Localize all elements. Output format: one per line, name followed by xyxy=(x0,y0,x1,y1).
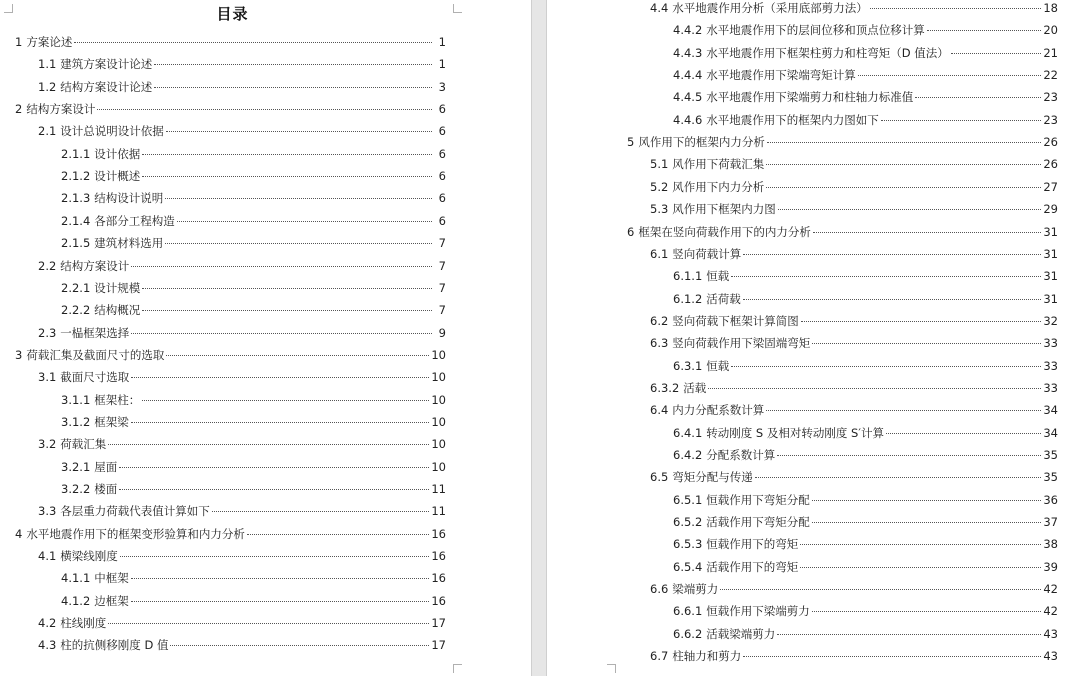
toc-dot-leader xyxy=(154,64,432,65)
toc-entry-page-number: 35 xyxy=(1043,470,1058,485)
margin-corner-mark xyxy=(453,664,462,673)
toc-entry[interactable] xyxy=(38,370,446,384)
toc-entry[interactable] xyxy=(673,426,1058,440)
toc-entry-number: 4.4.3 xyxy=(673,45,703,60)
toc-entry-page-number: 10 xyxy=(431,437,446,452)
toc-entry-number: 3.2.1 xyxy=(61,459,91,474)
toc-dot-leader xyxy=(743,299,1042,300)
toc-dot-leader xyxy=(743,254,1041,255)
toc-dot-leader xyxy=(800,567,1041,568)
toc-entry-label: 活荷载 xyxy=(706,291,741,306)
toc-dot-leader xyxy=(720,589,1041,590)
toc-entry-number: 6.5.2 xyxy=(673,515,703,530)
toc-dot-leader xyxy=(731,366,1041,367)
toc-entry-page-number: 10 xyxy=(431,370,446,385)
toc-entry-number: 6.5 xyxy=(650,470,669,485)
toc-dot-leader xyxy=(166,355,429,356)
toc-entry[interactable] xyxy=(38,326,446,340)
toc-entry-number: 3.2.2 xyxy=(61,482,91,496)
toc-entry-number: 4.4.6 xyxy=(673,112,703,127)
toc-entry-page-number: 31 xyxy=(1043,291,1058,306)
toc-dot-leader xyxy=(165,198,432,199)
toc-dot-leader xyxy=(119,489,429,490)
toc-dot-leader xyxy=(755,477,1042,478)
toc-dot-leader xyxy=(777,634,1041,635)
toc-entry-label: 柱的抗侧移刚度 D 值 xyxy=(60,638,169,653)
toc-entry-label: 恒载作用下的弯矩 xyxy=(706,537,799,552)
toc-dot-leader xyxy=(813,232,1042,233)
toc-entry-page-number: 6 xyxy=(438,191,446,206)
toc-entry-number: 2.1.5 xyxy=(61,236,91,251)
toc-entry-label: 水平地震作用下梁端剪力和柱轴力标准值 xyxy=(706,90,914,105)
toc-dot-leader xyxy=(131,333,432,334)
toc-entry[interactable] xyxy=(61,460,446,474)
toc-entry[interactable] xyxy=(650,202,1058,216)
toc-entry-page-number: 16 xyxy=(431,593,446,608)
toc-entry-page-number: 16 xyxy=(431,549,446,564)
toc-entry[interactable] xyxy=(61,415,446,429)
toc-entry-number: 4.4.5 xyxy=(673,90,703,105)
toc-entry[interactable] xyxy=(38,124,446,138)
toc-entry-number: 4.2 xyxy=(38,616,57,631)
toc-entry[interactable] xyxy=(673,604,1058,618)
toc-dot-leader xyxy=(777,455,1041,456)
toc-entry-page-number: 3 xyxy=(438,79,446,94)
toc-dot-leader xyxy=(800,544,1041,545)
toc-entry-label: 荷载汇集及截面尺寸的选取 xyxy=(26,347,165,362)
toc-entry-number: 1.1 xyxy=(38,57,57,72)
toc-entry-page-number: 37 xyxy=(1043,515,1058,530)
toc-entry-label: 柱轴力和剪力 xyxy=(672,649,742,664)
toc-dot-leader xyxy=(708,388,1041,389)
toc-entry-page-number: 18 xyxy=(1043,1,1058,15)
toc-entry-page-number: 10 xyxy=(431,392,446,407)
toc-entry-page-number: 26 xyxy=(1043,157,1058,172)
toc-entry-label: 竖向荷载作用下梁固端弯矩 xyxy=(672,336,811,351)
toc-entry-page-number: 23 xyxy=(1043,90,1058,105)
toc-entry-page-number: 21 xyxy=(1043,45,1058,60)
toc-entry-number: 4.1.1 xyxy=(61,571,91,586)
toc-dot-leader xyxy=(170,645,429,646)
toc-dot-leader xyxy=(131,601,430,602)
toc-entry-label: 各部分工程构造 xyxy=(94,213,175,228)
toc-entry[interactable] xyxy=(627,225,1058,239)
toc-entry-label: 设计总说明设计依据 xyxy=(60,124,164,139)
toc-entry-number: 2.1.2 xyxy=(61,169,91,184)
toc-entry-page-number: 11 xyxy=(431,482,446,496)
toc-entry-number: 6.5.1 xyxy=(673,492,703,507)
toc-dot-leader xyxy=(766,164,1041,165)
toc-entry-label: 设计依据 xyxy=(94,146,141,161)
toc-entry-number: 1.2 xyxy=(38,79,57,94)
toc-entry-page-number: 10 xyxy=(431,347,446,362)
toc-entry-number: 3.2 xyxy=(38,437,57,452)
toc-entry-number: 3.3 xyxy=(38,504,57,519)
toc-entry[interactable] xyxy=(627,135,1058,149)
toc-entry-page-number: 7 xyxy=(438,303,446,318)
toc-entry[interactable] xyxy=(650,157,1058,171)
toc-title: 目录 xyxy=(216,5,249,23)
toc-entry-page-number: 43 xyxy=(1043,626,1058,641)
toc-entry[interactable] xyxy=(15,348,446,362)
toc-entry-number: 3.1.1 xyxy=(61,392,91,407)
toc-entry[interactable] xyxy=(673,90,1058,104)
toc-dot-leader xyxy=(951,53,1042,54)
toc-entry[interactable] xyxy=(61,482,446,496)
toc-entry-label: 建筑材料选用 xyxy=(94,236,164,251)
toc-entry[interactable] xyxy=(38,437,446,451)
toc-entry-page-number: 43 xyxy=(1043,649,1058,664)
document-page-right xyxy=(547,0,1081,676)
toc-entry-page-number: 6 xyxy=(438,169,446,184)
toc-entry-page-number: 11 xyxy=(431,504,446,519)
toc-entry[interactable] xyxy=(650,314,1058,328)
toc-entry-number: 2.3 xyxy=(38,325,57,340)
toc-entry[interactable] xyxy=(61,236,446,250)
toc-entry-label: 活载 xyxy=(683,380,707,395)
toc-entry-label: 内力分配系数计算 xyxy=(672,403,765,418)
toc-entry-label: 设计规模 xyxy=(94,280,141,295)
toc-dot-leader xyxy=(166,131,432,132)
toc-entry-page-number: 6 xyxy=(438,102,446,117)
toc-entry-page-number: 39 xyxy=(1043,559,1058,574)
toc-entry[interactable] xyxy=(38,616,446,630)
toc-dot-leader xyxy=(886,433,1041,434)
toc-entry[interactable] xyxy=(38,57,446,71)
toc-entry-number: 2.2.2 xyxy=(61,303,91,318)
toc-entry-label: 风作用下框架内力图 xyxy=(672,202,776,217)
toc-entry-label: 各层重力荷载代表值计算如下 xyxy=(60,504,210,519)
toc-entry-label: 恒载作用下梁端剪力 xyxy=(706,604,810,619)
toc-entry-label: 建筑方案设计论述 xyxy=(60,57,153,72)
document-page-left xyxy=(0,0,531,676)
toc-entry[interactable] xyxy=(38,504,446,518)
toc-entry-number: 6.5.4 xyxy=(673,559,703,574)
toc-entry-label: 设计概述 xyxy=(94,169,141,184)
toc-entry-page-number: 7 xyxy=(438,280,446,295)
toc-dot-leader xyxy=(131,422,430,423)
toc-entry-label: 边框架 xyxy=(94,593,129,608)
toc-entry[interactable] xyxy=(61,281,446,295)
toc-dot-leader xyxy=(108,623,429,624)
toc-entry-label: 活载作用下弯矩分配 xyxy=(706,515,810,530)
toc-dot-leader xyxy=(131,578,430,579)
toc-entry-page-number: 20 xyxy=(1043,23,1058,38)
toc-entry-number: 2.1 xyxy=(38,124,57,139)
toc-entry[interactable] xyxy=(673,359,1058,373)
toc-entry-page-number: 35 xyxy=(1043,448,1058,462)
toc-entry[interactable] xyxy=(38,80,446,94)
toc-entry[interactable] xyxy=(61,169,446,183)
toc-entry-label: 结构设计说明 xyxy=(94,191,164,206)
toc-entry-number: 6.6.1 xyxy=(673,604,703,619)
toc-entry-number: 5.3 xyxy=(650,202,669,217)
toc-entry-page-number: 32 xyxy=(1043,313,1058,328)
toc-entry-number: 2.1.4 xyxy=(61,213,91,228)
toc-dot-leader xyxy=(767,142,1042,143)
toc-entry-number: 2.1.3 xyxy=(61,191,91,206)
toc-entry-page-number: 42 xyxy=(1043,604,1058,619)
toc-entry[interactable] xyxy=(61,571,446,585)
toc-entry-number: 5.2 xyxy=(650,179,669,194)
toc-entry-page-number: 23 xyxy=(1043,112,1058,127)
toc-entry[interactable] xyxy=(15,527,446,541)
toc-entry-label: 水平地震作用下的框架内力图如下 xyxy=(706,112,879,127)
toc-entry-number: 6.6.2 xyxy=(673,626,703,641)
toc-dot-leader xyxy=(812,500,1042,501)
toc-entry-page-number: 34 xyxy=(1043,425,1058,440)
toc-entry-page-number: 17 xyxy=(431,638,446,653)
toc-dot-leader xyxy=(119,467,429,468)
toc-dot-leader xyxy=(142,154,432,155)
toc-dot-leader xyxy=(812,611,1042,612)
toc-entry-label: 梁端剪力 xyxy=(672,582,719,597)
toc-entry[interactable] xyxy=(38,638,446,652)
toc-entry-label: 柱线刚度 xyxy=(60,616,107,631)
toc-entry-number: 6.4.1 xyxy=(673,425,703,440)
toc-entry-page-number: 31 xyxy=(1043,246,1058,261)
toc-entry[interactable] xyxy=(15,35,446,49)
toc-dot-leader xyxy=(142,288,432,289)
toc-entry-page-number: 34 xyxy=(1043,403,1058,418)
toc-entry-label: 结构方案设计 xyxy=(26,102,96,117)
toc-dot-leader xyxy=(142,310,432,311)
toc-entry-label: 活载作用下的弯矩 xyxy=(706,559,799,574)
toc-dot-leader xyxy=(142,176,432,177)
toc-dot-leader xyxy=(74,42,432,43)
toc-dot-leader xyxy=(915,97,1041,98)
toc-entry-number: 6.3.1 xyxy=(673,358,703,373)
toc-entry[interactable] xyxy=(650,582,1058,596)
toc-entry[interactable] xyxy=(673,448,1058,462)
page-gap xyxy=(531,0,547,676)
toc-entry-page-number: 22 xyxy=(1043,68,1058,83)
toc-entry-label: 恒载 xyxy=(706,269,730,284)
toc-entry[interactable] xyxy=(650,180,1058,194)
toc-entry-number: 4.1.2 xyxy=(61,593,91,608)
toc-entry-number: 6.1.2 xyxy=(673,291,703,306)
toc-entry-page-number: 36 xyxy=(1043,492,1058,507)
toc-entry[interactable] xyxy=(673,68,1058,82)
toc-entry[interactable] xyxy=(650,649,1058,663)
toc-entry-number: 3 xyxy=(15,347,23,362)
toc-entry-page-number: 17 xyxy=(431,616,446,631)
toc-entry-label: 截面尺寸选取 xyxy=(60,370,130,385)
toc-entry-number: 6.7 xyxy=(650,649,669,664)
toc-entry[interactable] xyxy=(38,259,446,273)
toc-entry-page-number: 7 xyxy=(438,258,446,273)
toc-dot-leader xyxy=(165,243,432,244)
toc-entry[interactable] xyxy=(673,113,1058,127)
toc-entry-page-number: 6 xyxy=(438,213,446,228)
toc-entry-page-number: 33 xyxy=(1043,358,1058,373)
toc-entry[interactable] xyxy=(61,594,446,608)
toc-dot-leader xyxy=(870,8,1042,9)
toc-entry-label: 结构方案设计论述 xyxy=(60,79,153,94)
toc-entry[interactable] xyxy=(650,470,1058,484)
toc-entry-number: 1 xyxy=(15,35,23,49)
toc-entry-number: 4.4.2 xyxy=(673,23,703,38)
toc-entry-label: 转动刚度 S 及相对转动刚度 S′计算 xyxy=(706,425,884,440)
toc-dot-leader xyxy=(801,321,1042,322)
toc-entry-page-number: 31 xyxy=(1043,269,1058,284)
toc-entry[interactable] xyxy=(673,46,1058,60)
toc-entry[interactable] xyxy=(61,214,446,228)
toc-entry-label: 框架梁 xyxy=(94,414,129,429)
toc-dot-leader xyxy=(120,556,430,557)
toc-entry-label: 方案论述 xyxy=(26,35,73,49)
toc-entry-number: 6.4 xyxy=(650,403,669,418)
toc-dot-leader xyxy=(766,187,1041,188)
toc-dot-leader xyxy=(177,221,432,222)
toc-entry-page-number: 10 xyxy=(431,459,446,474)
toc-entry-page-number: 9 xyxy=(438,325,446,340)
toc-dot-leader xyxy=(212,511,430,512)
toc-entry[interactable] xyxy=(673,493,1058,507)
toc-entry-page-number: 26 xyxy=(1043,135,1058,150)
toc-entry-page-number: 10 xyxy=(431,414,446,429)
toc-entry-label: 弯矩分配与传递 xyxy=(672,470,753,485)
toc-entry-label: 横梁线刚度 xyxy=(60,549,118,564)
toc-entry-number: 6.4.2 xyxy=(673,448,703,462)
toc-dot-leader xyxy=(858,75,1042,76)
toc-entry[interactable] xyxy=(673,269,1058,283)
toc-dot-leader xyxy=(778,209,1042,210)
toc-entry[interactable] xyxy=(650,336,1058,350)
toc-dot-leader xyxy=(731,276,1041,277)
toc-entry-number: 6 xyxy=(627,224,635,239)
toc-entry-number: 2.1.1 xyxy=(61,146,91,161)
toc-entry[interactable] xyxy=(15,102,446,116)
toc-entry-label: 风作用下的框架内力分析 xyxy=(638,135,765,150)
toc-dot-leader xyxy=(142,400,429,401)
toc-dot-leader xyxy=(108,444,429,445)
toc-entry-number: 4 xyxy=(15,526,23,541)
toc-entry-number: 6.1.1 xyxy=(673,269,703,284)
toc-dot-leader xyxy=(131,266,432,267)
toc-dot-leader xyxy=(131,377,429,378)
toc-entry-label: 结构方案设计 xyxy=(60,258,130,273)
toc-dot-leader xyxy=(97,109,432,110)
toc-entry-number: 3.1.2 xyxy=(61,414,91,429)
toc-entry[interactable] xyxy=(650,247,1058,261)
toc-entry-label: 风作用下荷载汇集 xyxy=(672,157,765,172)
toc-entry-number: 4.4.4 xyxy=(673,68,703,83)
toc-entry-label: 分配系数计算 xyxy=(706,448,776,462)
toc-entry[interactable] xyxy=(61,393,446,407)
toc-entry[interactable] xyxy=(673,537,1058,551)
toc-entry[interactable] xyxy=(650,403,1058,417)
toc-entry-label: 水平地震作用下梁端弯矩计算 xyxy=(706,68,856,83)
toc-entry-label: 荷载汇集 xyxy=(60,437,107,452)
toc-dot-leader xyxy=(881,120,1042,121)
toc-entry-label: 结构概况 xyxy=(94,303,141,318)
toc-entry-number: 4.3 xyxy=(38,638,57,653)
toc-entry-page-number: 33 xyxy=(1043,336,1058,351)
toc-dot-leader xyxy=(743,656,1041,657)
toc-entry-number: 4.4 xyxy=(650,1,669,15)
toc-entry-label: 水平地震作用下的层间位移和顶点位移计算 xyxy=(706,23,925,38)
toc-entry-page-number: 42 xyxy=(1043,582,1058,597)
toc-entry-label: 一榀框架选择 xyxy=(60,325,130,340)
toc-dot-leader xyxy=(154,87,432,88)
toc-entry-number: 6.1 xyxy=(650,246,669,261)
toc-entry[interactable] xyxy=(673,292,1058,306)
toc-entry-page-number: 1 xyxy=(438,35,446,49)
toc-entry-number: 4.1 xyxy=(38,549,57,564)
toc-entry[interactable] xyxy=(61,147,446,161)
toc-entry-number: 2.2.1 xyxy=(61,280,91,295)
toc-entry-label: 活载梁端剪力 xyxy=(706,626,776,641)
toc-entry-number: 3.1 xyxy=(38,370,57,385)
toc-entry[interactable] xyxy=(673,23,1058,37)
toc-entry-number: 6.2 xyxy=(650,313,669,328)
toc-entry-number: 6.3 xyxy=(650,336,669,351)
toc-dot-leader xyxy=(812,343,1041,344)
toc-entry-label: 恒载作用下弯矩分配 xyxy=(706,492,810,507)
toc-entry-label: 屋面 xyxy=(94,459,118,474)
toc-entry-label: 恒载 xyxy=(706,358,730,373)
toc-entry-page-number: 27 xyxy=(1043,179,1058,194)
toc-entry[interactable] xyxy=(673,515,1058,529)
toc-entry-page-number: 16 xyxy=(431,571,446,586)
toc-entry-label: 中框架 xyxy=(94,571,129,586)
toc-entry-page-number: 33 xyxy=(1043,380,1058,395)
toc-entry[interactable] xyxy=(673,627,1058,641)
toc-dot-leader xyxy=(766,410,1041,411)
toc-entry-label: 框架在竖向荷载作用下的内力分析 xyxy=(638,224,811,239)
toc-entry-number: 6.6 xyxy=(650,582,669,597)
toc-entry[interactable] xyxy=(61,303,446,317)
toc-entry-label: 框架柱： xyxy=(94,392,141,407)
toc-entry-number: 2 xyxy=(15,102,23,117)
toc-entry-label: 水平地震作用下框架柱剪力和柱弯矩（D 值法） xyxy=(706,45,949,60)
toc-entry[interactable] xyxy=(61,191,446,205)
toc-entry-page-number: 29 xyxy=(1043,202,1058,217)
toc-dot-leader xyxy=(247,534,430,535)
toc-dot-leader xyxy=(927,30,1042,31)
toc-entry-label: 水平地震作用下的框架变形验算和内力分析 xyxy=(26,526,245,541)
toc-entry-label: 竖向荷载计算 xyxy=(672,246,742,261)
toc-entry-number: 6.5.3 xyxy=(673,537,703,552)
toc-entry-page-number: 6 xyxy=(438,146,446,161)
toc-entry-page-number: 38 xyxy=(1043,537,1058,552)
toc-entry-label: 楼面 xyxy=(94,482,118,496)
toc-entry[interactable] xyxy=(650,1,1058,15)
toc-entry[interactable] xyxy=(673,560,1058,574)
toc-entry[interactable] xyxy=(38,549,446,563)
margin-corner-mark xyxy=(607,664,616,673)
toc-entry[interactable] xyxy=(650,381,1058,395)
toc-dot-leader xyxy=(812,522,1042,523)
toc-entry-label: 风作用下内力分析 xyxy=(672,179,765,194)
toc-entry-page-number: 16 xyxy=(431,526,446,541)
toc-entry-number: 5.1 xyxy=(650,157,669,172)
toc-entry-number: 6.3.2 xyxy=(650,380,680,395)
toc-entry-page-number: 6 xyxy=(438,124,446,139)
toc-entry-label: 水平地震作用分析（采用底部剪力法） xyxy=(672,1,868,15)
toc-entry-page-number: 1 xyxy=(438,57,446,72)
toc-entry-label: 竖向荷载下框架计算简图 xyxy=(672,313,799,328)
toc-entry-page-number: 31 xyxy=(1043,224,1058,239)
toc-entry-number: 5 xyxy=(627,135,635,150)
toc-entry-page-number: 7 xyxy=(438,236,446,251)
toc-entry-number: 2.2 xyxy=(38,258,57,273)
